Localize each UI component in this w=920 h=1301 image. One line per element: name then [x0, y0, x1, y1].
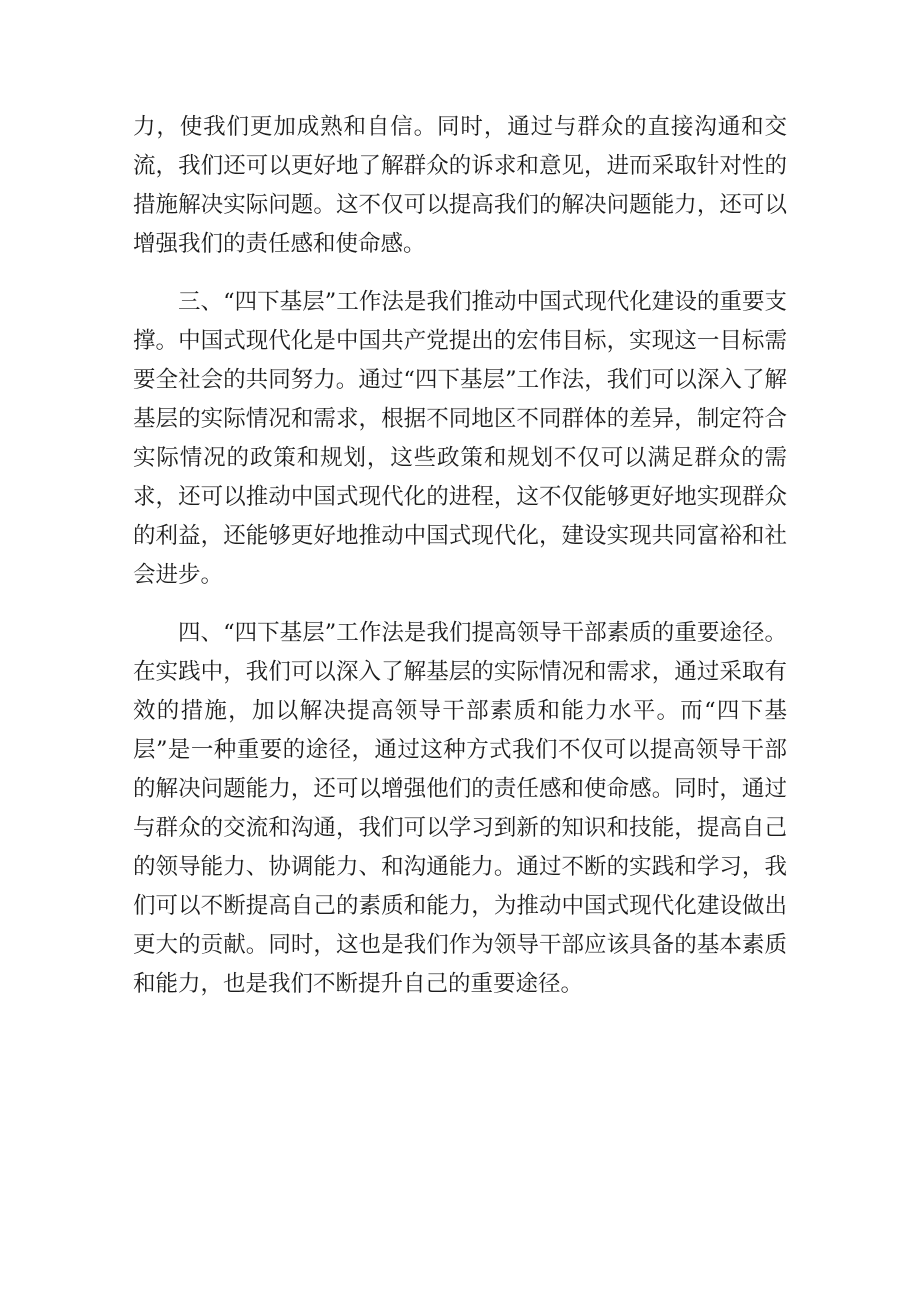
paragraph-continuation: 力，使我们更加成熟和自信。同时，通过与群众的直接沟通和交流，我们还可以更好地了解群众的诉求和意见，进而采取针对性的措施解决实际问题。这不仅可以提高我们的解决问题能力，还可以增强我们的责任感和使命感。	[133, 114, 787, 257]
paragraph-section-four: 四、“四下基层”工作法是我们提高领导干部素质的重要途径。在实践中，我们可以深入了解基层的实际情况和需求，通过采取有效的措施，加以解决提高领导干部素质和能力水平。而“四下基层”是一种重要的途径，通过这种方式我们不仅可以提高领导干部的解决问题能力，还可以增强他们的责任感和使命感。同时，通过与群众的交流和沟通，我们可以学习到新的知识和技能，提高自己的领导能力、协调能力、和沟通能力。通过不断的实践和学习，我们可以不断提高自己的素质和能力，为推动中国式现代化建设做出更大的贡献。同时，这也是我们作为领导干部应该具备的基本素质和能力，也是我们不断提升自己的重要途径。	[133, 620, 787, 997]
paragraph-section-three: 三、“四下基层”工作法是我们推动中国式现代化建设的重要支撑。中国式现代化是中国共产党提出的宏伟目标，实现这一目标需要全社会的共同努力。通过“四下基层”工作法，我们可以深入了解基层的实际情况和需求，根据不同地区不同群体的差异，制定符合实际情况的政策和规划，这些政策和规划不仅可以满足群众的需求，还可以推动中国式现代化的进程，这不仅能够更好地实现群众的利益，还能够更好地推动中国式现代化，建设实现共同富裕和社会进步。	[133, 289, 787, 588]
